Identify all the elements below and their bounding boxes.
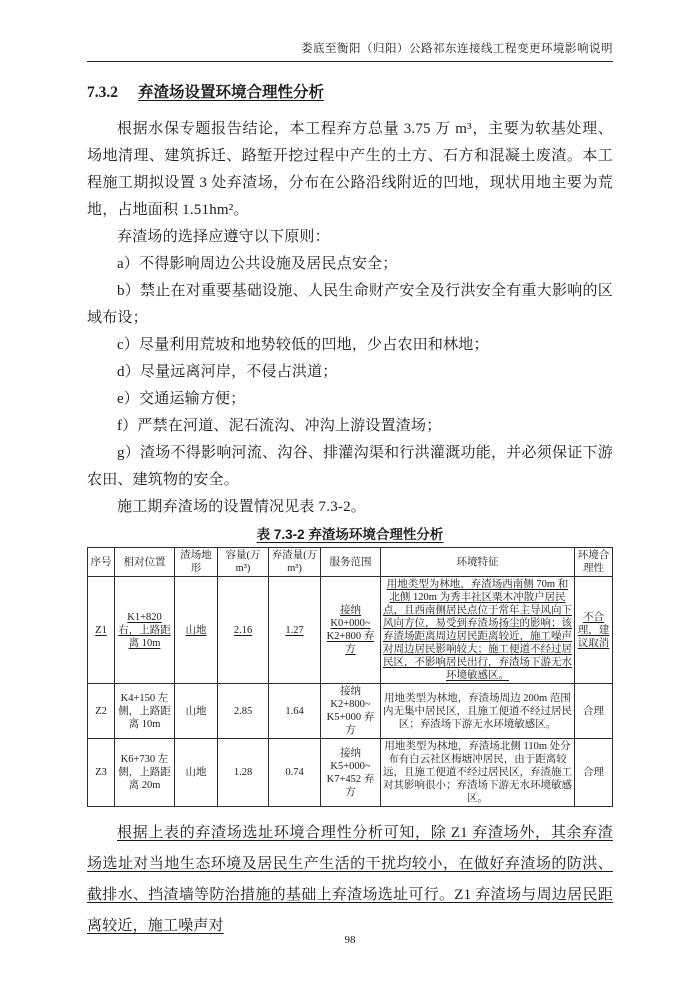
paragraph-intro: 根据水保专题报告结论，本工程弃方总量 3.75 万 m³，主要为软基处理、场地清理、建筑拆迁、路堑开挖过程中产生的土方、石方和混凝土废渣。本工程施工期拟设置 3 处弃渣场，分布在公路沿线附近的凹地，现状用地主要为荒地，占地面积 1.51hm²。: [87, 121, 613, 218]
cell-z2-position: K4+150 左侧，上路距离 10m: [115, 684, 175, 739]
cell-z3-rationality: 合理: [575, 739, 613, 807]
cell-z3-service: 接纳 K5+000~ K7+452 弃方: [321, 739, 381, 807]
section-heading: [87, 82, 613, 104]
cell-z3-capacity: 1.28: [218, 739, 269, 807]
section-title: 弃渣场设置环境合理性分析: [138, 84, 325, 101]
table-title: 表 7.3-2 弃渣场环境合理性分析: [256, 527, 444, 542]
principle-item-a: a）不得影响周边公共设施及居民点安全；: [117, 256, 398, 272]
header-rule: [87, 61, 613, 62]
cell-z1-service: 接纳 K0+000~ K2+800 弃方: [321, 577, 381, 684]
col-header-service: 服务范围: [321, 548, 381, 577]
cell-z3-features: 用地类型为林地，弃渣场北侧 110m 处分布有白云社区梅塘冲居民，由于距离较远，且施工便道不经过居民区，弃渣施工对其影响很小；弃渣场下游无水环境敏感区。: [381, 739, 575, 807]
col-header-id: 序号: [88, 548, 115, 577]
paragraph-table-ref: 施工期弃渣场的设置情况见表 7.3-2。: [117, 499, 366, 515]
principle-item-b: b）禁止在对重要基础设施、人民生命财产安全及行洪安全有重大影响的区域布设；: [87, 283, 613, 326]
table-row-z1: [88, 577, 613, 684]
disposal-site-table: [87, 547, 613, 807]
running-header-title: 娄底至衡阳（归阳）公路祁东连接线工程变更环境影响说明: [301, 43, 613, 55]
cell-z2-terrain: 山地: [175, 684, 218, 739]
cell-z1-id: Z1: [88, 577, 115, 684]
page-footer: [0, 934, 700, 946]
col-header-features: 环境特征: [381, 548, 575, 577]
paragraph-principles-lead: 弃渣场的选择应遵守以下原则：: [117, 229, 330, 245]
principle-item-e: e）交通运输方便；: [117, 391, 246, 407]
cell-z3-id: Z3: [88, 739, 115, 807]
cell-z3-terrain: 山地: [175, 739, 218, 807]
table-header-row: [88, 548, 613, 577]
table-row-z3: [88, 739, 613, 807]
page-content: [87, 0, 613, 942]
cell-z2-volume: 1.64: [269, 684, 321, 739]
cell-z1-position: K1+820 右，上路距离 10m: [115, 577, 175, 684]
page-number: 98: [344, 934, 356, 946]
cell-z1-capacity: 2.16: [218, 577, 269, 684]
col-header-volume: 弃渣量(万 m³): [269, 548, 321, 577]
cell-z3-position: K6+730 左侧，上路距离 20m: [115, 739, 175, 807]
principle-item-f: f）严禁在河道、泥石流沟、冲沟上游设置渣场；: [117, 418, 442, 434]
col-header-terrain: 渣场地形: [175, 548, 218, 577]
principle-item-d: d）尽量远离河岸，不侵占洪道；: [117, 364, 338, 380]
cell-z1-volume: 1.27: [269, 577, 321, 684]
cell-z2-features: 用地类型为林地，弃渣场周边 200m 范围内无集中居民区，且施工便道不经过居民区；弃渣场下游无水环境敏感区。: [381, 684, 575, 739]
cell-z3-volume: 0.74: [269, 739, 321, 807]
section-number: 7.3.2: [87, 84, 118, 101]
cell-z1-features: 用地类型为林地，弃渣场西南侧 70m 和北侧 120m 为秀丰社区栗木冲散户居民点，且西南侧居民点位于常年主导风向下风向方位，易受到弃渣场扬尘的影响；该弃渣场距离周边居民距离较近，施工噪声对周边居民影响较大；施工便道不经过居民区，不影响居民出行，弃渣场下游无水环境敏感区。: [381, 577, 575, 684]
cell-z1-rationality: 不合理，建议取消: [575, 577, 613, 684]
principle-item-g: g）渣场不得影响河流、沟谷、排灌沟渠和行洪灌溉功能，并必须保证下游农田、建筑物的安全。: [87, 445, 613, 488]
col-header-capacity: 容量(万m³): [218, 548, 269, 577]
running-header: [87, 0, 613, 56]
cell-z2-id: Z2: [88, 684, 115, 739]
cell-z2-service: 接纳 K2+800~ K5+000 弃方: [321, 684, 381, 739]
cell-z2-capacity: 2.85: [218, 684, 269, 739]
col-header-position: 相对位置: [115, 548, 175, 577]
paragraph-closing: 根据上表的弃渣场选址环境合理性分析可知，除 Z1 弃渣场外，其余弃渣场选址对当地生态环境及居民生产生活的干扰均较小，在做好弃渣场的防洪、截排水、挡渣墙等防治措施的基础上弃渣场选址可行。Z1 弃渣场与周边居民距离较近，施工噪声对: [87, 825, 613, 934]
col-header-rationality: 环境合理性: [575, 548, 613, 577]
cell-z1-terrain: 山地: [175, 577, 218, 684]
table-row-z2: [88, 684, 613, 739]
principle-item-c: c）尽量利用荒坡和地势较低的凹地，少占农田和林地；: [117, 337, 489, 353]
cell-z2-rationality: 合理: [575, 684, 613, 739]
